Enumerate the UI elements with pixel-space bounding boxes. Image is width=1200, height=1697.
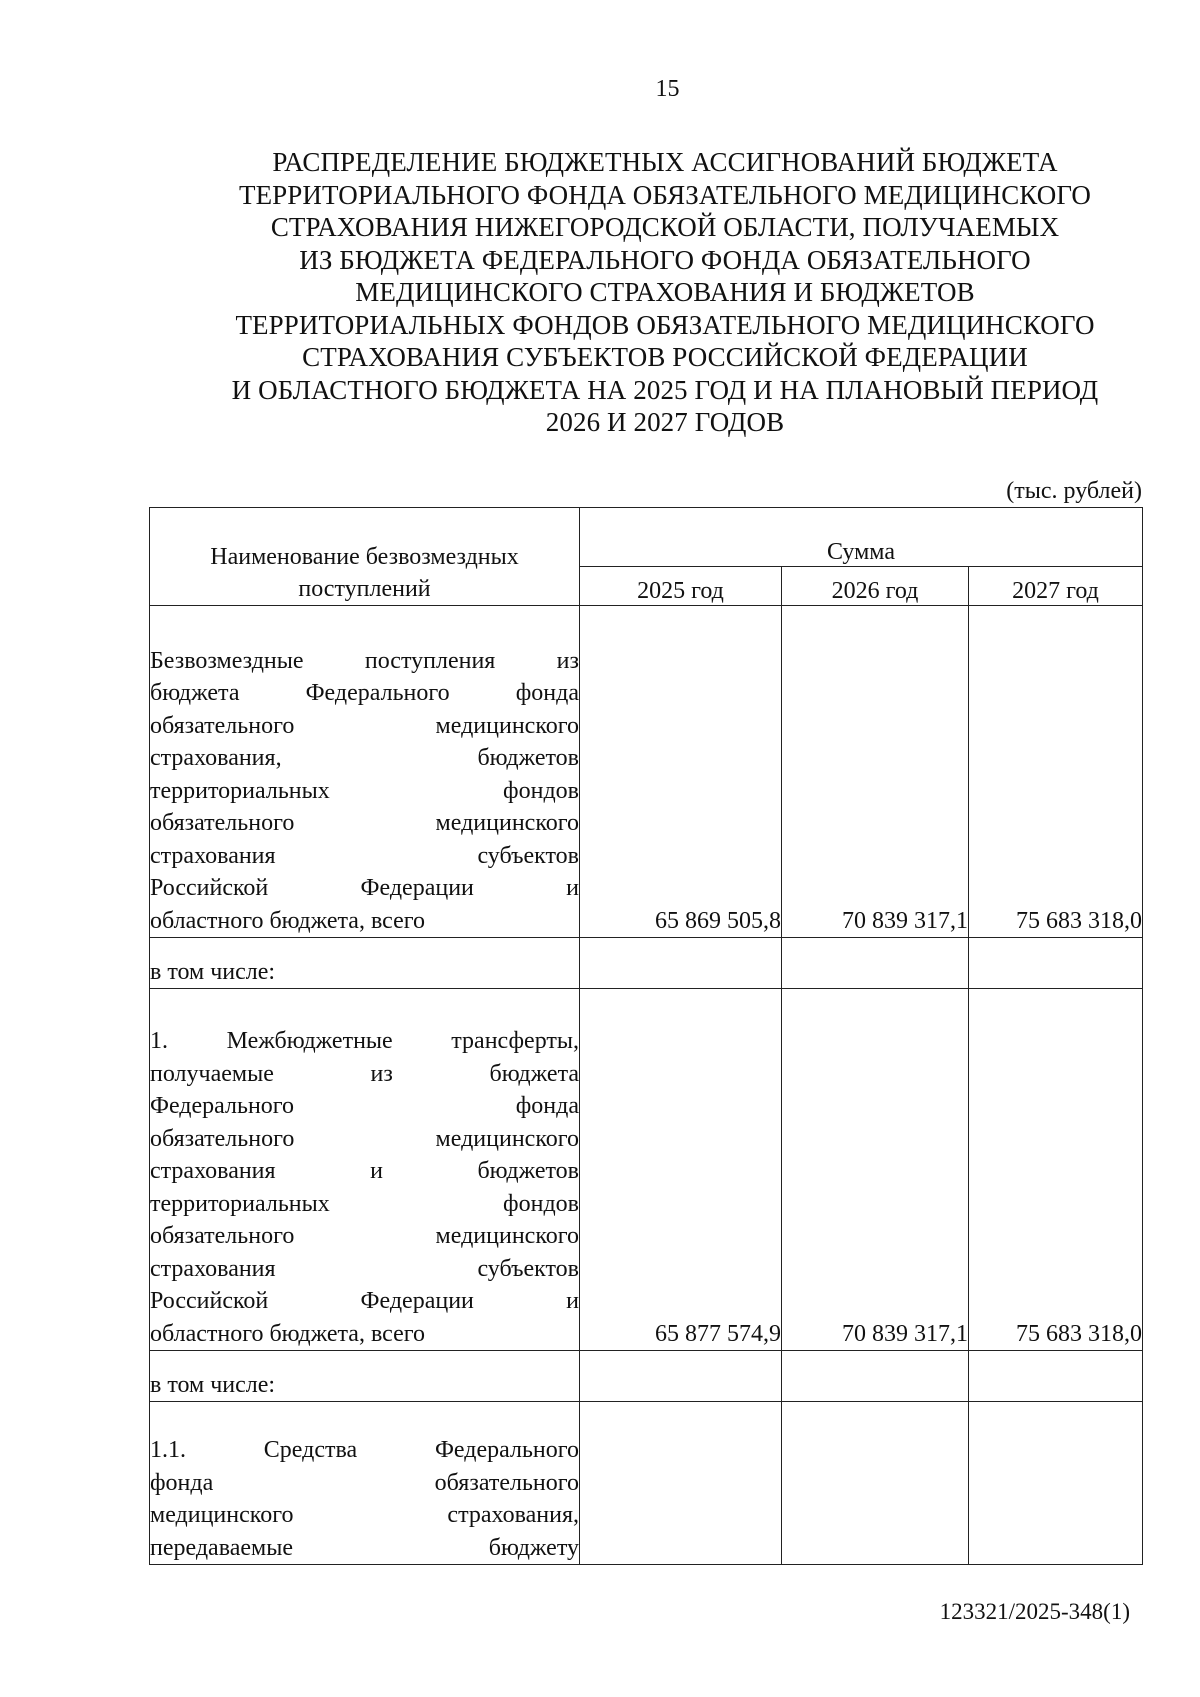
value-2025: 65 877 574,9 [580, 989, 782, 1351]
title-line: РАСПРЕДЕЛЕНИЕ БЮДЖЕТНЫХ АССИГНОВАНИЙ БЮДЖЕТА [272, 147, 1058, 177]
row-name-line: страхования, бюджетов [150, 745, 579, 771]
empty-cell [782, 1351, 969, 1402]
table-row [150, 1351, 1143, 1402]
document-title [180, 146, 1150, 439]
empty-cell [969, 1351, 1143, 1402]
header-year-2026: 2026 год [782, 567, 969, 606]
header-name [150, 508, 580, 606]
document-number: 123321/2025-348(1) [939, 1599, 1130, 1624]
row-name-line: медицинского страхования, [150, 1502, 579, 1528]
page-number: 15 [655, 76, 680, 102]
row-name-line: Безвозмездные поступления из [150, 647, 579, 674]
value-2027: 75 683 318,0 [969, 606, 1143, 938]
value-2025 [580, 1402, 782, 1565]
row-name-line: страхования субъектов [150, 842, 579, 869]
value-2026: 70 839 317,1 [782, 606, 969, 938]
row-name-line: страхования и бюджетов [150, 1158, 579, 1184]
row-name-line: обязательного медицинского [150, 1223, 579, 1249]
header-year-2027: 2027 год [969, 567, 1143, 606]
title-line: И ОБЛАСТНОГО БЮДЖЕТА НА 2025 ГОД И НА ПЛАНОВЫЙ ПЕРИОД [231, 374, 1099, 405]
row-sub-label: в том числе: [150, 938, 580, 989]
value-2027: 75 683 318,0 [969, 989, 1143, 1351]
header-year-2025: 2025 год [580, 567, 782, 606]
title-line: СТРАХОВАНИЯ СУБЪЕКТОВ РОССИЙСКОЙ ФЕДЕРАЦИИ [302, 342, 1028, 372]
row-name-line: бюджета Федерального фонда [150, 680, 579, 706]
units-label: (тыс. рублей) [1006, 478, 1142, 504]
budget-table [149, 507, 1143, 1565]
empty-cell [969, 938, 1143, 989]
row-name-line: страхования субъектов [150, 1255, 579, 1282]
header-name-line: Наименование безвозмездных [210, 544, 519, 570]
row-name-line: территориальных фондов [150, 777, 579, 804]
row-name-line: территориальных фондов [150, 1190, 579, 1217]
value-2026: 70 839 317,1 [782, 989, 969, 1351]
row-name-line: областного бюджета, всего [150, 907, 425, 934]
header-name-line: поступлений [298, 576, 431, 602]
row-name-line: 1.1. Средства Федерального [150, 1437, 579, 1463]
row-name-line: получаемые из бюджета [150, 1060, 579, 1087]
empty-cell [580, 1351, 782, 1402]
row-name-line: обязательного медицинского [150, 810, 579, 836]
row-name-line: обязательного медицинского [150, 712, 579, 739]
title-line: МЕДИЦИНСКОГО СТРАХОВАНИЯ И БЮДЖЕТОВ [355, 277, 975, 307]
row-name-line: 1. Межбюджетные трансферты, [150, 1028, 579, 1054]
header-sum: Сумма [580, 508, 1143, 567]
table-header-row [150, 508, 1143, 567]
table-row [150, 606, 1143, 938]
row-name [150, 989, 580, 1351]
row-name-line: областного бюджета, всего [150, 1320, 425, 1347]
empty-cell [580, 938, 782, 989]
value-2027 [969, 1402, 1143, 1565]
title-line: ТЕРРИТОРИАЛЬНЫХ ФОНДОВ ОБЯЗАТЕЛЬНОГО МЕДИЦИНСКОГО [235, 309, 1095, 340]
table-row [150, 1402, 1143, 1565]
table-row [150, 938, 1143, 989]
title-line: ТЕРРИТОРИАЛЬНОГО ФОНДА ОБЯЗАТЕЛЬНОГО МЕДИЦИНСКОГО [239, 179, 1091, 210]
row-name-line: Российской Федерации и [150, 875, 579, 901]
value-2025: 65 869 505,8 [580, 606, 782, 938]
row-sub-label: в том числе: [150, 1351, 580, 1402]
row-name-line: Федерального фонда [150, 1093, 579, 1119]
title-line: ИЗ БЮДЖЕТА ФЕДЕРАЛЬНОГО ФОНДА ОБЯЗАТЕЛЬНОГО [299, 244, 1031, 275]
row-name-line: передаваемые бюджету [150, 1534, 579, 1561]
row-name-line: фонда обязательного [150, 1469, 579, 1496]
row-name [150, 1402, 580, 1565]
empty-cell [782, 938, 969, 989]
title-line: 2026 И 2027 ГОДОВ [545, 407, 785, 437]
row-name-line: Российской Федерации и [150, 1288, 579, 1314]
row-name [150, 606, 580, 938]
value-2026 [782, 1402, 969, 1565]
title-line: СТРАХОВАНИЯ НИЖЕГОРОДСКОЙ ОБЛАСТИ, ПОЛУЧАЕМЫХ [270, 212, 1060, 242]
table-row [150, 989, 1143, 1351]
row-name-line: обязательного медицинского [150, 1125, 579, 1152]
